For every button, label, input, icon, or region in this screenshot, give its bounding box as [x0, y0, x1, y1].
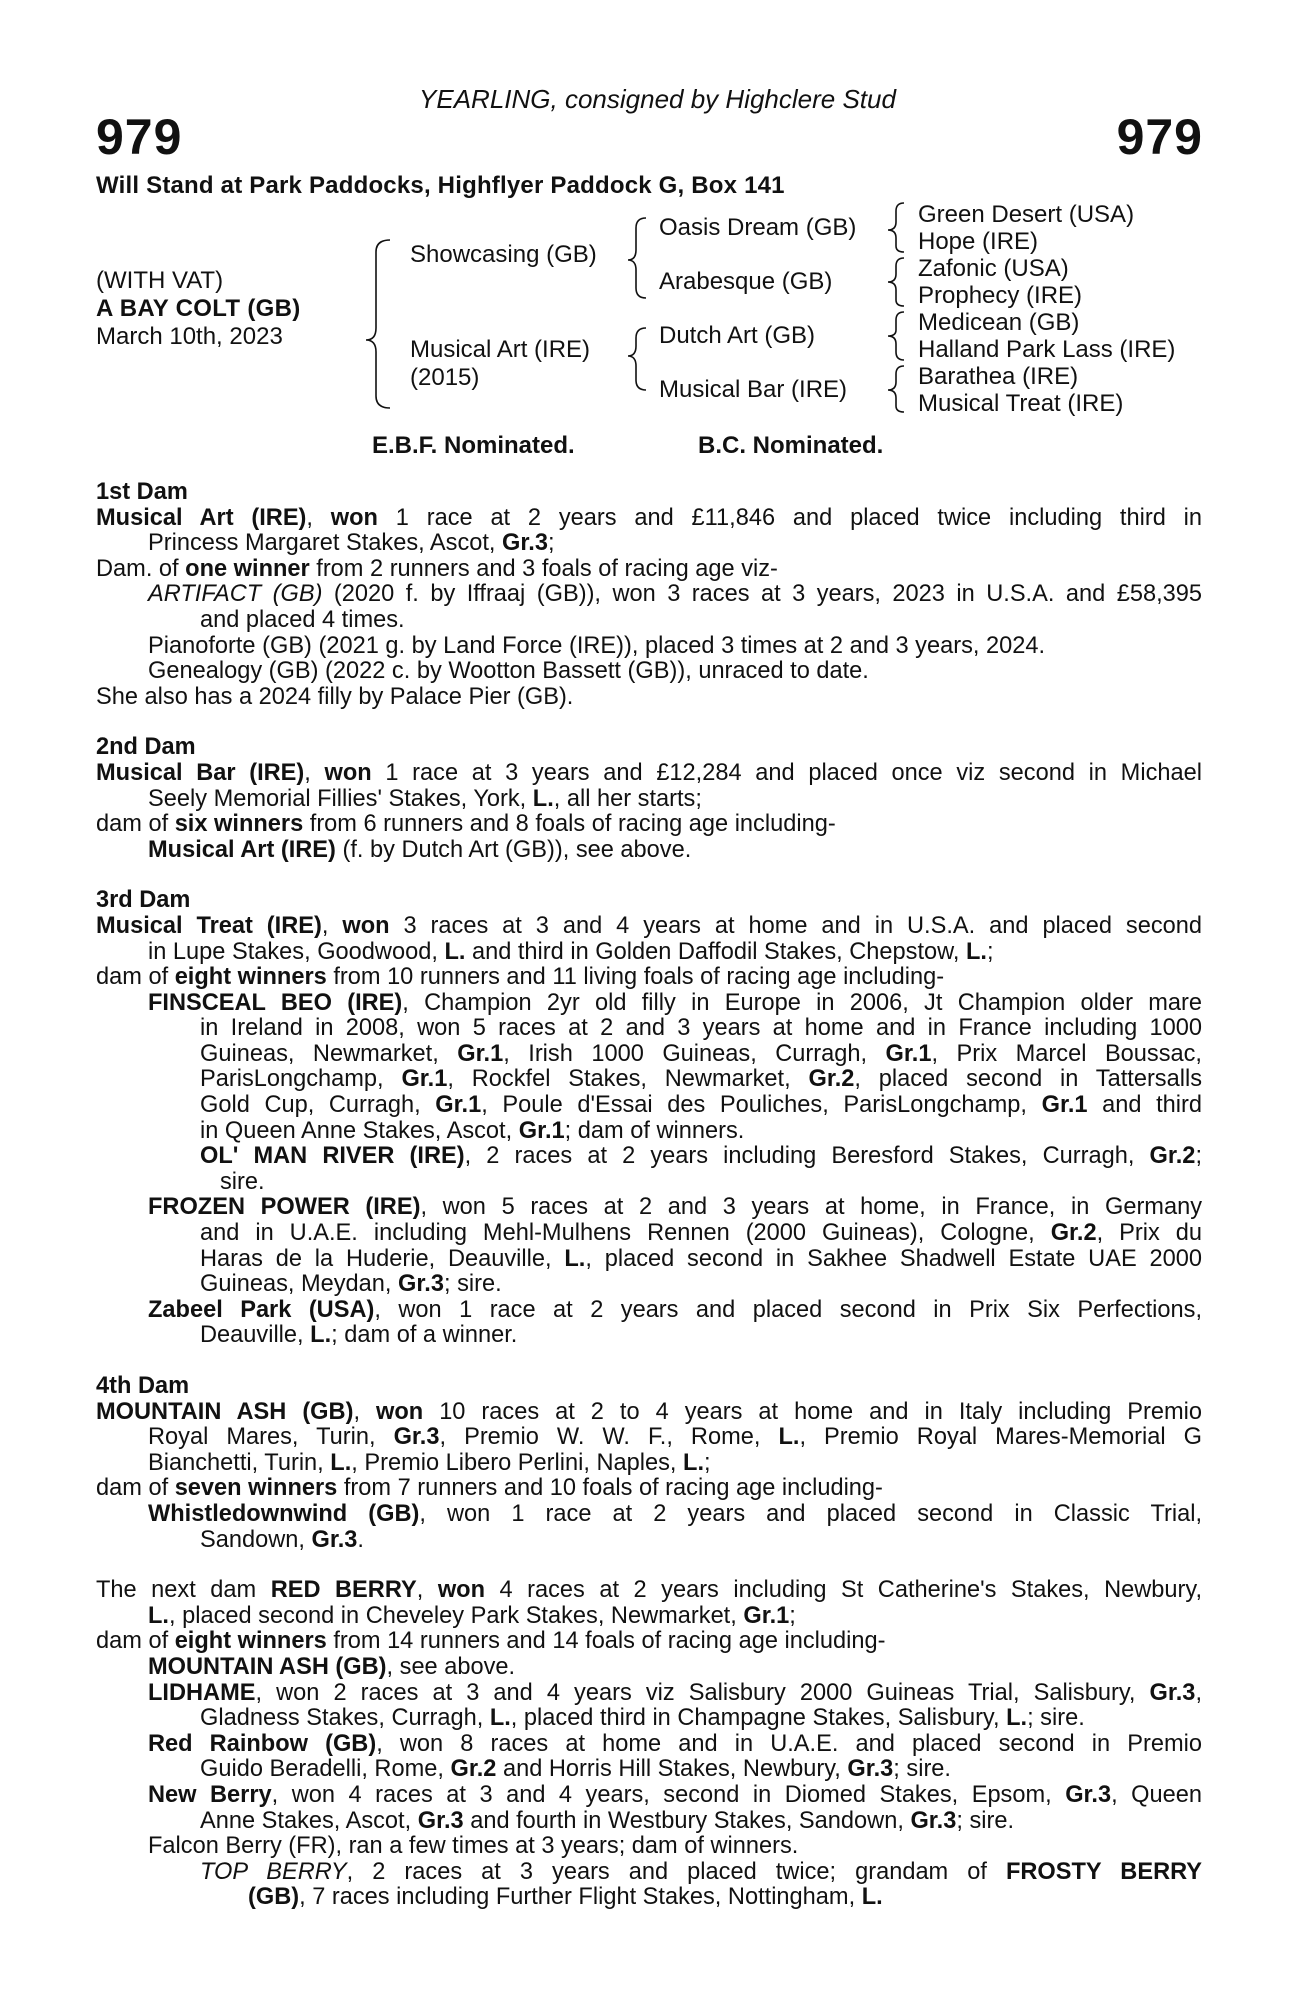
produce-line: in Ireland in 2008, won 5 races at 2 and 3 years at home and in France including 1000 [200, 1015, 1202, 1042]
section-2nd-dam [96, 735, 1202, 863]
produce-line: Guido Beradelli, Rome, Gr.2 and Horris Hill Stakes, Newbury, Gr.3; sire. [200, 1756, 951, 1783]
produce-line: Musical Art (IRE) (f. by Dutch Art (GB)), see above. [148, 836, 692, 863]
produce-line: Red Rainbow (GB), won 8 races at home and in U.A.E. and placed second in Premio [148, 1730, 1203, 1757]
dam-line: Musical Bar (IRE), won 1 race at 3 years and £12,284 and placed once viz second in Michael [96, 759, 1202, 786]
dam-line: Princess Margaret Stakes, Ascot, Gr.3; [148, 530, 555, 557]
section-3rd-dam [96, 888, 1202, 1349]
dam-line: Musical Art (IRE), won 1 race at 2 years and £11,846 and placed twice including third in [96, 504, 1202, 531]
produce-line: sire. [220, 1168, 265, 1195]
produce-line: Haras de la Huderie, Deauville, L., placed second in Sakhee Shadwell Estate UAE 2000 [200, 1245, 1202, 1272]
gp-4: Prophecy (IRE) [918, 282, 1083, 309]
gp-5: Medicean (GB) [918, 309, 1080, 336]
section-heading: 3rd Dam [96, 887, 191, 914]
dam-line: dam of seven winners from 7 runners and 10 foals of racing age including- [96, 1475, 883, 1502]
produce-line: FINSCEAL BEO (IRE), Champion 2yr old filly in Europe in 2006, Jt Champion older mare [148, 989, 1203, 1016]
produce-line: and placed 4 times. [200, 606, 405, 633]
dam-line: Seely Memorial Fillies' Stakes, York, L., all her starts; [148, 785, 702, 812]
section-heading: 4th Dam [96, 1373, 190, 1399]
dam-line: dam of eight winners from 10 runners and 11 living foals of racing age including- [96, 964, 945, 991]
section-heading: 1st Dam [96, 479, 188, 505]
produce-line: MOUNTAIN ASH (GB), see above. [148, 1653, 516, 1680]
vat-note: (WITH VAT) [96, 267, 224, 294]
produce-line: ARTIFACT (GB) (2020 f. by Iffraaj (GB)), won 3 races at 3 years, 2023 in U.S.A. and £58,395 [148, 581, 1203, 608]
produce-line: New Berry, won 4 races at 3 and 4 years, second in Diomed Stakes, Epsom, Gr.3, Queen [148, 1781, 1202, 1808]
dam-line: Dam. of one winner from 2 runners and 3 foals of racing age viz- [96, 555, 778, 582]
gp-3: Zafonic (USA) [918, 255, 1069, 282]
dam-year: (2015) [410, 364, 480, 391]
produce-line: TOP BERRY, 2 races at 3 years and placed twice; grandam of FROSTY BERRY [200, 1858, 1203, 1885]
produce-line: She also has a 2024 filly by Palace Pier (GB). [96, 683, 574, 710]
section-1st-dam [96, 480, 1202, 710]
subtitle: YEARLING, consigned by Highclere Stud [419, 84, 896, 114]
dam-sire: Dutch Art (GB) [659, 322, 816, 349]
produce-line: Guineas, Meydan, Gr.3; sire. [200, 1271, 502, 1298]
dam-line: L., placed second in Cheveley Park Stakes, Newmarket, Gr.1; [148, 1602, 796, 1629]
produce-line: in Queen Anne Stakes, Ascot, Gr.1; dam of winners. [200, 1117, 745, 1144]
produce-line: Anne Stakes, Ascot, Gr.3 and fourth in Westbury Stakes, Sandown, Gr.3; sire. [200, 1807, 1015, 1834]
ebf-nomination: E.B.F. Nominated. [372, 432, 575, 459]
gp-7: Barathea (IRE) [918, 363, 1079, 390]
produce-line: Falcon Berry (FR), ran a few times at 3 years; dam of winners. [148, 1833, 799, 1860]
dam-line: The next dam RED BERRY, won 4 races at 2 years including St Catherine's Stakes, Newbury, [96, 1577, 1202, 1604]
dam-line: dam of six winners from 6 runners and 8 foals of racing age including- [96, 811, 836, 838]
dam-line: Bianchetti, Turin, L., Premio Libero Perlini, Naples, L.; [148, 1449, 711, 1476]
sire-sire: Oasis Dream (GB) [659, 214, 857, 241]
sire-dam: Arabesque (GB) [659, 268, 833, 295]
gp-8: Musical Treat (IRE) [918, 390, 1124, 417]
section-heading: 2nd Dam [96, 734, 196, 761]
produce-line: Whistledownwind (GB), won 1 race at 2 years and placed second in Classic Trial, [148, 1500, 1202, 1527]
produce-line: Gladness Stakes, Curragh, L., placed third in Champagne Stakes, Salisbury, L.; sire. [200, 1705, 1085, 1732]
lot-number-right: 979 [1116, 109, 1203, 165]
section-next-dam [96, 1578, 1202, 1911]
produce-line: OL' MAN RIVER (IRE), 2 races at 2 years including Beresford Stakes, Curragh, Gr.2; [200, 1143, 1202, 1170]
produce-line: Pianoforte (GB) (2021 g. by Land Force (IRE)), placed 3 times at 2 and 3 years, 2024. [148, 632, 1046, 659]
dam-line: MOUNTAIN ASH (GB), won 10 races at 2 to 4 years at home and in Italy including Premio [96, 1398, 1202, 1425]
produce-line: Zabeel Park (USA), won 1 race at 2 years and placed second in Prix Six Perfections, [148, 1296, 1203, 1323]
produce-line: ParisLongchamp, Gr.1, Rockfel Stakes, Newmarket, Gr.2, placed second in Tattersalls [200, 1066, 1203, 1093]
sire: Showcasing (GB) [410, 241, 597, 268]
gp-1: Green Desert (USA) [918, 201, 1135, 228]
produce-line: Genealogy (GB) (2022 c. by Wootton Bassett (GB)), unraced to date. [148, 658, 869, 685]
produce-line: (GB), 7 races including Further Flight Stakes, Nottingham, L. [248, 1884, 883, 1911]
produce-line: Guineas, Newmarket, Gr.1, Irish 1000 Guineas, Curragh, Gr.1, Prix Marcel Boussac, [200, 1040, 1202, 1067]
dam-line: dam of eight winners from 14 runners and 14 foals of racing age including- [96, 1628, 886, 1655]
produce-line: FROZEN POWER (IRE), won 5 races at 2 and 3 years at home, in France, in Germany [148, 1194, 1202, 1221]
produce-line: LIDHAME, won 2 races at 3 and 4 years viz Salisbury 2000 Guineas Trial, Salisbury, Gr.3, [148, 1679, 1202, 1706]
produce-line: and in U.A.E. including Mehl-Mulhens Rennen (2000 Guineas), Cologne, Gr.2, Prix du [200, 1220, 1203, 1247]
dam-dam: Musical Bar (IRE) [659, 376, 848, 403]
gp-6: Halland Park Lass (IRE) [918, 336, 1176, 363]
dam: Musical Art (IRE) [410, 336, 591, 363]
dam-line: in Lupe Stakes, Goodwood, L. and third in Golden Daffodil Stakes, Chepstow, L.; [148, 938, 994, 965]
produce-line: Sandown, Gr.3. [200, 1526, 364, 1553]
stand-location: Will Stand at Park Paddocks, Highflyer Paddock G, Box 141 [96, 172, 785, 199]
produce-line: Deauville, L.; dam of a winner. [200, 1322, 518, 1349]
dam-line: Royal Mares, Turin, Gr.3, Premio W. W. F., Rome, L., Premio Royal Mares-Memorial G [148, 1424, 1202, 1451]
section-4th-dam [96, 1374, 1202, 1553]
gp-2: Hope (IRE) [918, 228, 1039, 255]
dam-line: Musical Treat (IRE), won 3 races at 3 and 4 years at home and in U.S.A. and placed second [96, 912, 1202, 939]
produce-line: Gold Cup, Curragh, Gr.1, Poule d'Essai des Pouliches, ParisLongchamp, Gr.1 and third [200, 1092, 1202, 1119]
bc-nomination: B.C. Nominated. [698, 432, 884, 459]
horse-name: A BAY COLT (GB) [96, 295, 301, 322]
catalogue-body [96, 480, 1202, 1936]
lot-number-left: 979 [96, 109, 183, 165]
foaled-date: March 10th, 2023 [96, 323, 283, 350]
